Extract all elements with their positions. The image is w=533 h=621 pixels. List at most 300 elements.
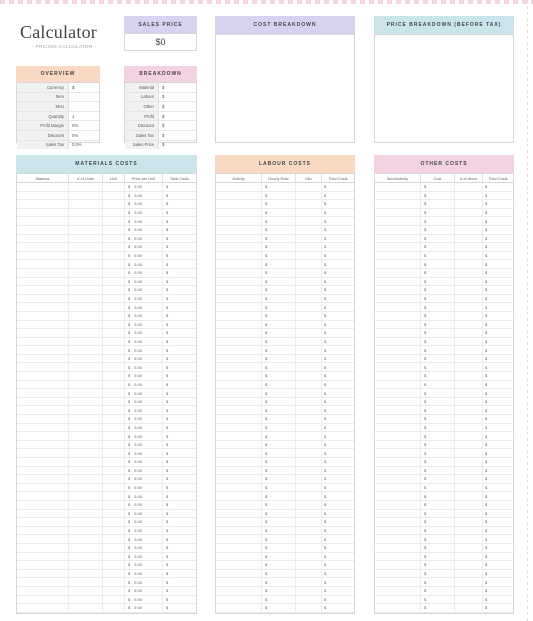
unit-cell[interactable]	[103, 217, 125, 225]
item-activity-cell[interactable]	[375, 544, 421, 552]
item-activity-cell[interactable]	[375, 604, 421, 612]
item-activity-cell[interactable]	[375, 312, 421, 320]
hourly-rate-cell[interactable]: $	[262, 449, 296, 457]
num-items-cell[interactable]	[455, 424, 483, 432]
cost-cell[interactable]: $	[421, 449, 455, 457]
cost-cell[interactable]: $	[421, 544, 455, 552]
units-cell[interactable]	[69, 604, 103, 612]
cost-cell[interactable]: $	[421, 226, 455, 234]
hourly-rate-cell[interactable]: $	[262, 252, 296, 260]
material-cell[interactable]	[17, 596, 69, 604]
cost-cell[interactable]: $	[421, 415, 455, 423]
activity-cell[interactable]	[216, 561, 262, 569]
unit-cell[interactable]	[103, 278, 125, 286]
price-per-unit-cell[interactable]	[125, 200, 163, 208]
hourly-rate-cell[interactable]: $	[262, 475, 296, 483]
item-activity-cell[interactable]	[375, 278, 421, 286]
unit-cell[interactable]	[103, 355, 125, 363]
material-cell[interactable]	[17, 544, 69, 552]
units-cell[interactable]	[69, 260, 103, 268]
price-per-unit-cell[interactable]	[125, 278, 163, 286]
item-activity-cell[interactable]	[375, 355, 421, 363]
material-cell[interactable]	[17, 484, 69, 492]
item-activity-cell[interactable]	[375, 398, 421, 406]
units-cell[interactable]	[69, 338, 103, 346]
activity-cell[interactable]	[216, 278, 262, 286]
min-cell[interactable]	[296, 346, 322, 354]
price-per-unit-cell[interactable]	[125, 226, 163, 234]
units-cell[interactable]	[69, 492, 103, 500]
cost-cell[interactable]: $	[421, 217, 455, 225]
min-cell[interactable]	[296, 363, 322, 371]
min-cell[interactable]	[296, 286, 322, 294]
material-cell[interactable]	[17, 570, 69, 578]
price-per-unit-cell[interactable]	[125, 578, 163, 586]
overview-row-value[interactable]: 0%	[72, 123, 79, 129]
hourly-rate-cell[interactable]: $	[262, 192, 296, 200]
price-per-unit-cell[interactable]	[125, 312, 163, 320]
price-per-unit-cell[interactable]	[125, 209, 163, 217]
material-cell[interactable]	[17, 235, 69, 243]
item-activity-cell[interactable]	[375, 363, 421, 371]
min-cell[interactable]	[296, 406, 322, 414]
activity-cell[interactable]	[216, 200, 262, 208]
unit-cell[interactable]	[103, 587, 125, 595]
units-cell[interactable]	[69, 217, 103, 225]
material-cell[interactable]	[17, 510, 69, 518]
material-cell[interactable]	[17, 226, 69, 234]
overview-row-value[interactable]: $	[72, 84, 75, 90]
num-items-cell[interactable]	[455, 587, 483, 595]
material-cell[interactable]	[17, 381, 69, 389]
item-activity-cell[interactable]	[375, 381, 421, 389]
num-items-cell[interactable]	[455, 372, 483, 380]
activity-cell[interactable]	[216, 518, 262, 526]
cost-cell[interactable]: $	[421, 527, 455, 535]
cost-cell[interactable]: $	[421, 510, 455, 518]
unit-cell[interactable]	[103, 432, 125, 440]
price-per-unit-cell[interactable]	[125, 604, 163, 612]
unit-cell[interactable]	[103, 226, 125, 234]
units-cell[interactable]	[69, 578, 103, 586]
hourly-rate-cell[interactable]: $	[262, 604, 296, 612]
hourly-rate-cell[interactable]: $	[262, 183, 296, 191]
unit-cell[interactable]	[103, 235, 125, 243]
price-per-unit-cell[interactable]	[125, 553, 163, 561]
cost-cell[interactable]: $	[421, 578, 455, 586]
unit-cell[interactable]	[103, 243, 125, 251]
activity-cell[interactable]	[216, 578, 262, 586]
item-activity-cell[interactable]	[375, 295, 421, 303]
min-cell[interactable]	[296, 183, 322, 191]
hourly-rate-cell[interactable]: $	[262, 544, 296, 552]
item-activity-cell[interactable]	[375, 458, 421, 466]
min-cell[interactable]	[296, 604, 322, 612]
min-cell[interactable]	[296, 381, 322, 389]
breakdown-row-value[interactable]: $	[162, 132, 165, 138]
item-activity-cell[interactable]	[375, 587, 421, 595]
item-activity-cell[interactable]	[375, 570, 421, 578]
unit-cell[interactable]	[103, 484, 125, 492]
material-cell[interactable]	[17, 527, 69, 535]
item-activity-cell[interactable]	[375, 209, 421, 217]
activity-cell[interactable]	[216, 441, 262, 449]
min-cell[interactable]	[296, 355, 322, 363]
material-cell[interactable]	[17, 321, 69, 329]
cost-cell[interactable]: $	[421, 467, 455, 475]
hourly-rate-cell[interactable]: $	[262, 561, 296, 569]
num-items-cell[interactable]	[455, 209, 483, 217]
hourly-rate-cell[interactable]: $	[262, 553, 296, 561]
cost-cell[interactable]: $	[421, 381, 455, 389]
material-cell[interactable]	[17, 372, 69, 380]
unit-cell[interactable]	[103, 535, 125, 543]
item-activity-cell[interactable]	[375, 269, 421, 277]
units-cell[interactable]	[69, 501, 103, 509]
item-activity-cell[interactable]	[375, 449, 421, 457]
unit-cell[interactable]	[103, 475, 125, 483]
material-cell[interactable]	[17, 295, 69, 303]
num-items-cell[interactable]	[455, 252, 483, 260]
hourly-rate-cell[interactable]: $	[262, 406, 296, 414]
num-items-cell[interactable]	[455, 243, 483, 251]
overview-row-value[interactable]: 0.0%	[72, 142, 82, 148]
unit-cell[interactable]	[103, 415, 125, 423]
min-cell[interactable]	[296, 561, 322, 569]
num-items-cell[interactable]	[455, 544, 483, 552]
min-cell[interactable]	[296, 209, 322, 217]
activity-cell[interactable]	[216, 398, 262, 406]
unit-cell[interactable]	[103, 269, 125, 277]
unit-cell[interactable]	[103, 183, 125, 191]
unit-cell[interactable]	[103, 303, 125, 311]
min-cell[interactable]	[296, 424, 322, 432]
hourly-rate-cell[interactable]: $	[262, 389, 296, 397]
price-per-unit-cell[interactable]	[125, 424, 163, 432]
units-cell[interactable]	[69, 424, 103, 432]
units-cell[interactable]	[69, 355, 103, 363]
hourly-rate-cell[interactable]: $	[262, 458, 296, 466]
num-items-cell[interactable]	[455, 269, 483, 277]
units-cell[interactable]	[69, 441, 103, 449]
material-cell[interactable]	[17, 458, 69, 466]
material-cell[interactable]	[17, 535, 69, 543]
hourly-rate-cell[interactable]: $	[262, 570, 296, 578]
num-items-cell[interactable]	[455, 303, 483, 311]
min-cell[interactable]	[296, 192, 322, 200]
hourly-rate-cell[interactable]: $	[262, 578, 296, 586]
units-cell[interactable]	[69, 346, 103, 354]
min-cell[interactable]	[296, 441, 322, 449]
price-per-unit-cell[interactable]	[125, 587, 163, 595]
material-cell[interactable]	[17, 346, 69, 354]
price-per-unit-cell[interactable]	[125, 355, 163, 363]
price-per-unit-cell[interactable]	[125, 561, 163, 569]
cost-cell[interactable]: $	[421, 604, 455, 612]
activity-cell[interactable]	[216, 510, 262, 518]
num-items-cell[interactable]	[455, 561, 483, 569]
min-cell[interactable]	[296, 596, 322, 604]
units-cell[interactable]	[69, 561, 103, 569]
price-per-unit-cell[interactable]	[125, 544, 163, 552]
item-activity-cell[interactable]	[375, 475, 421, 483]
cost-cell[interactable]: $	[421, 475, 455, 483]
num-items-cell[interactable]	[455, 492, 483, 500]
item-activity-cell[interactable]	[375, 535, 421, 543]
cost-cell[interactable]: $	[421, 432, 455, 440]
item-activity-cell[interactable]	[375, 578, 421, 586]
hourly-rate-cell[interactable]: $	[262, 510, 296, 518]
breakdown-row-value[interactable]: $	[162, 84, 165, 90]
units-cell[interactable]	[69, 209, 103, 217]
activity-cell[interactable]	[216, 467, 262, 475]
min-cell[interactable]	[296, 200, 322, 208]
material-cell[interactable]	[17, 604, 69, 612]
units-cell[interactable]	[69, 235, 103, 243]
cost-cell[interactable]: $	[421, 492, 455, 500]
num-items-cell[interactable]	[455, 192, 483, 200]
hourly-rate-cell[interactable]: $	[262, 295, 296, 303]
cost-cell[interactable]: $	[421, 372, 455, 380]
cost-cell[interactable]: $	[421, 355, 455, 363]
activity-cell[interactable]	[216, 183, 262, 191]
price-per-unit-cell[interactable]	[125, 243, 163, 251]
price-per-unit-cell[interactable]	[125, 518, 163, 526]
material-cell[interactable]	[17, 587, 69, 595]
units-cell[interactable]	[69, 200, 103, 208]
min-cell[interactable]	[296, 278, 322, 286]
price-per-unit-cell[interactable]	[125, 235, 163, 243]
units-cell[interactable]	[69, 372, 103, 380]
unit-cell[interactable]	[103, 518, 125, 526]
activity-cell[interactable]	[216, 604, 262, 612]
activity-cell[interactable]	[216, 432, 262, 440]
hourly-rate-cell[interactable]: $	[262, 432, 296, 440]
activity-cell[interactable]	[216, 226, 262, 234]
price-per-unit-cell[interactable]	[125, 286, 163, 294]
cost-cell[interactable]: $	[421, 535, 455, 543]
num-items-cell[interactable]	[455, 355, 483, 363]
min-cell[interactable]	[296, 226, 322, 234]
num-items-cell[interactable]	[455, 458, 483, 466]
material-cell[interactable]	[17, 553, 69, 561]
price-per-unit-cell[interactable]	[125, 217, 163, 225]
material-cell[interactable]	[17, 252, 69, 260]
item-activity-cell[interactable]	[375, 596, 421, 604]
price-per-unit-cell[interactable]	[125, 596, 163, 604]
hourly-rate-cell[interactable]: $	[262, 321, 296, 329]
min-cell[interactable]	[296, 518, 322, 526]
min-cell[interactable]	[296, 415, 322, 423]
num-items-cell[interactable]	[455, 389, 483, 397]
cost-cell[interactable]: $	[421, 269, 455, 277]
cost-cell[interactable]: $	[421, 329, 455, 337]
unit-cell[interactable]	[103, 424, 125, 432]
price-per-unit-cell[interactable]	[125, 535, 163, 543]
hourly-rate-cell[interactable]: $	[262, 226, 296, 234]
units-cell[interactable]	[69, 458, 103, 466]
cost-cell[interactable]: $	[421, 363, 455, 371]
hourly-rate-cell[interactable]: $	[262, 501, 296, 509]
num-items-cell[interactable]	[455, 183, 483, 191]
num-items-cell[interactable]	[455, 432, 483, 440]
cost-cell[interactable]: $	[421, 398, 455, 406]
unit-cell[interactable]	[103, 527, 125, 535]
hourly-rate-cell[interactable]: $	[262, 415, 296, 423]
unit-cell[interactable]	[103, 372, 125, 380]
activity-cell[interactable]	[216, 209, 262, 217]
material-cell[interactable]	[17, 398, 69, 406]
activity-cell[interactable]	[216, 346, 262, 354]
cost-cell[interactable]: $	[421, 295, 455, 303]
min-cell[interactable]	[296, 432, 322, 440]
units-cell[interactable]	[69, 183, 103, 191]
cost-cell[interactable]: $	[421, 441, 455, 449]
min-cell[interactable]	[296, 587, 322, 595]
material-cell[interactable]	[17, 303, 69, 311]
units-cell[interactable]	[69, 484, 103, 492]
units-cell[interactable]	[69, 475, 103, 483]
num-items-cell[interactable]	[455, 527, 483, 535]
num-items-cell[interactable]	[455, 441, 483, 449]
activity-cell[interactable]	[216, 381, 262, 389]
min-cell[interactable]	[296, 527, 322, 535]
min-cell[interactable]	[296, 312, 322, 320]
hourly-rate-cell[interactable]: $	[262, 260, 296, 268]
activity-cell[interactable]	[216, 243, 262, 251]
num-items-cell[interactable]	[455, 321, 483, 329]
cost-cell[interactable]: $	[421, 501, 455, 509]
price-per-unit-cell[interactable]	[125, 406, 163, 414]
price-per-unit-cell[interactable]	[125, 338, 163, 346]
material-cell[interactable]	[17, 492, 69, 500]
item-activity-cell[interactable]	[375, 424, 421, 432]
item-activity-cell[interactable]	[375, 553, 421, 561]
units-cell[interactable]	[69, 381, 103, 389]
activity-cell[interactable]	[216, 406, 262, 414]
units-cell[interactable]	[69, 527, 103, 535]
material-cell[interactable]	[17, 406, 69, 414]
item-activity-cell[interactable]	[375, 235, 421, 243]
cost-cell[interactable]: $	[421, 587, 455, 595]
unit-cell[interactable]	[103, 510, 125, 518]
item-activity-cell[interactable]	[375, 527, 421, 535]
units-cell[interactable]	[69, 467, 103, 475]
min-cell[interactable]	[296, 235, 322, 243]
num-items-cell[interactable]	[455, 578, 483, 586]
cost-cell[interactable]: $	[421, 424, 455, 432]
breakdown-row-value[interactable]: $	[162, 94, 165, 100]
activity-cell[interactable]	[216, 260, 262, 268]
cost-cell[interactable]: $	[421, 192, 455, 200]
activity-cell[interactable]	[216, 501, 262, 509]
price-per-unit-cell[interactable]	[125, 467, 163, 475]
price-per-unit-cell[interactable]	[125, 252, 163, 260]
cost-cell[interactable]: $	[421, 183, 455, 191]
hourly-rate-cell[interactable]: $	[262, 484, 296, 492]
num-items-cell[interactable]	[455, 467, 483, 475]
min-cell[interactable]	[296, 492, 322, 500]
material-cell[interactable]	[17, 432, 69, 440]
num-items-cell[interactable]	[455, 329, 483, 337]
hourly-rate-cell[interactable]: $	[262, 217, 296, 225]
activity-cell[interactable]	[216, 338, 262, 346]
min-cell[interactable]	[296, 260, 322, 268]
cost-cell[interactable]: $	[421, 346, 455, 354]
num-items-cell[interactable]	[455, 226, 483, 234]
material-cell[interactable]	[17, 183, 69, 191]
cost-cell[interactable]: $	[421, 484, 455, 492]
unit-cell[interactable]	[103, 209, 125, 217]
price-per-unit-cell[interactable]	[125, 295, 163, 303]
num-items-cell[interactable]	[455, 570, 483, 578]
min-cell[interactable]	[296, 217, 322, 225]
activity-cell[interactable]	[216, 527, 262, 535]
unit-cell[interactable]	[103, 192, 125, 200]
hourly-rate-cell[interactable]: $	[262, 372, 296, 380]
price-per-unit-cell[interactable]	[125, 303, 163, 311]
cost-cell[interactable]: $	[421, 458, 455, 466]
price-per-unit-cell[interactable]	[125, 449, 163, 457]
min-cell[interactable]	[296, 243, 322, 251]
unit-cell[interactable]	[103, 561, 125, 569]
cost-cell[interactable]: $	[421, 209, 455, 217]
min-cell[interactable]	[296, 553, 322, 561]
num-items-cell[interactable]	[455, 338, 483, 346]
activity-cell[interactable]	[216, 295, 262, 303]
units-cell[interactable]	[69, 432, 103, 440]
item-activity-cell[interactable]	[375, 321, 421, 329]
min-cell[interactable]	[296, 389, 322, 397]
unit-cell[interactable]	[103, 544, 125, 552]
cost-cell[interactable]: $	[421, 570, 455, 578]
units-cell[interactable]	[69, 544, 103, 552]
material-cell[interactable]	[17, 561, 69, 569]
activity-cell[interactable]	[216, 321, 262, 329]
min-cell[interactable]	[296, 398, 322, 406]
item-activity-cell[interactable]	[375, 518, 421, 526]
activity-cell[interactable]	[216, 458, 262, 466]
price-per-unit-cell[interactable]	[125, 321, 163, 329]
item-activity-cell[interactable]	[375, 226, 421, 234]
units-cell[interactable]	[69, 192, 103, 200]
num-items-cell[interactable]	[455, 235, 483, 243]
min-cell[interactable]	[296, 295, 322, 303]
hourly-rate-cell[interactable]: $	[262, 535, 296, 543]
units-cell[interactable]	[69, 596, 103, 604]
price-per-unit-cell[interactable]	[125, 346, 163, 354]
units-cell[interactable]	[69, 587, 103, 595]
activity-cell[interactable]	[216, 235, 262, 243]
material-cell[interactable]	[17, 200, 69, 208]
item-activity-cell[interactable]	[375, 415, 421, 423]
material-cell[interactable]	[17, 415, 69, 423]
price-per-unit-cell[interactable]	[125, 458, 163, 466]
min-cell[interactable]	[296, 475, 322, 483]
cost-cell[interactable]: $	[421, 561, 455, 569]
units-cell[interactable]	[69, 286, 103, 294]
unit-cell[interactable]	[103, 389, 125, 397]
item-activity-cell[interactable]	[375, 217, 421, 225]
activity-cell[interactable]	[216, 389, 262, 397]
material-cell[interactable]	[17, 278, 69, 286]
units-cell[interactable]	[69, 535, 103, 543]
activity-cell[interactable]	[216, 303, 262, 311]
cost-cell[interactable]: $	[421, 278, 455, 286]
num-items-cell[interactable]	[455, 501, 483, 509]
units-cell[interactable]	[69, 363, 103, 371]
cost-cell[interactable]: $	[421, 553, 455, 561]
